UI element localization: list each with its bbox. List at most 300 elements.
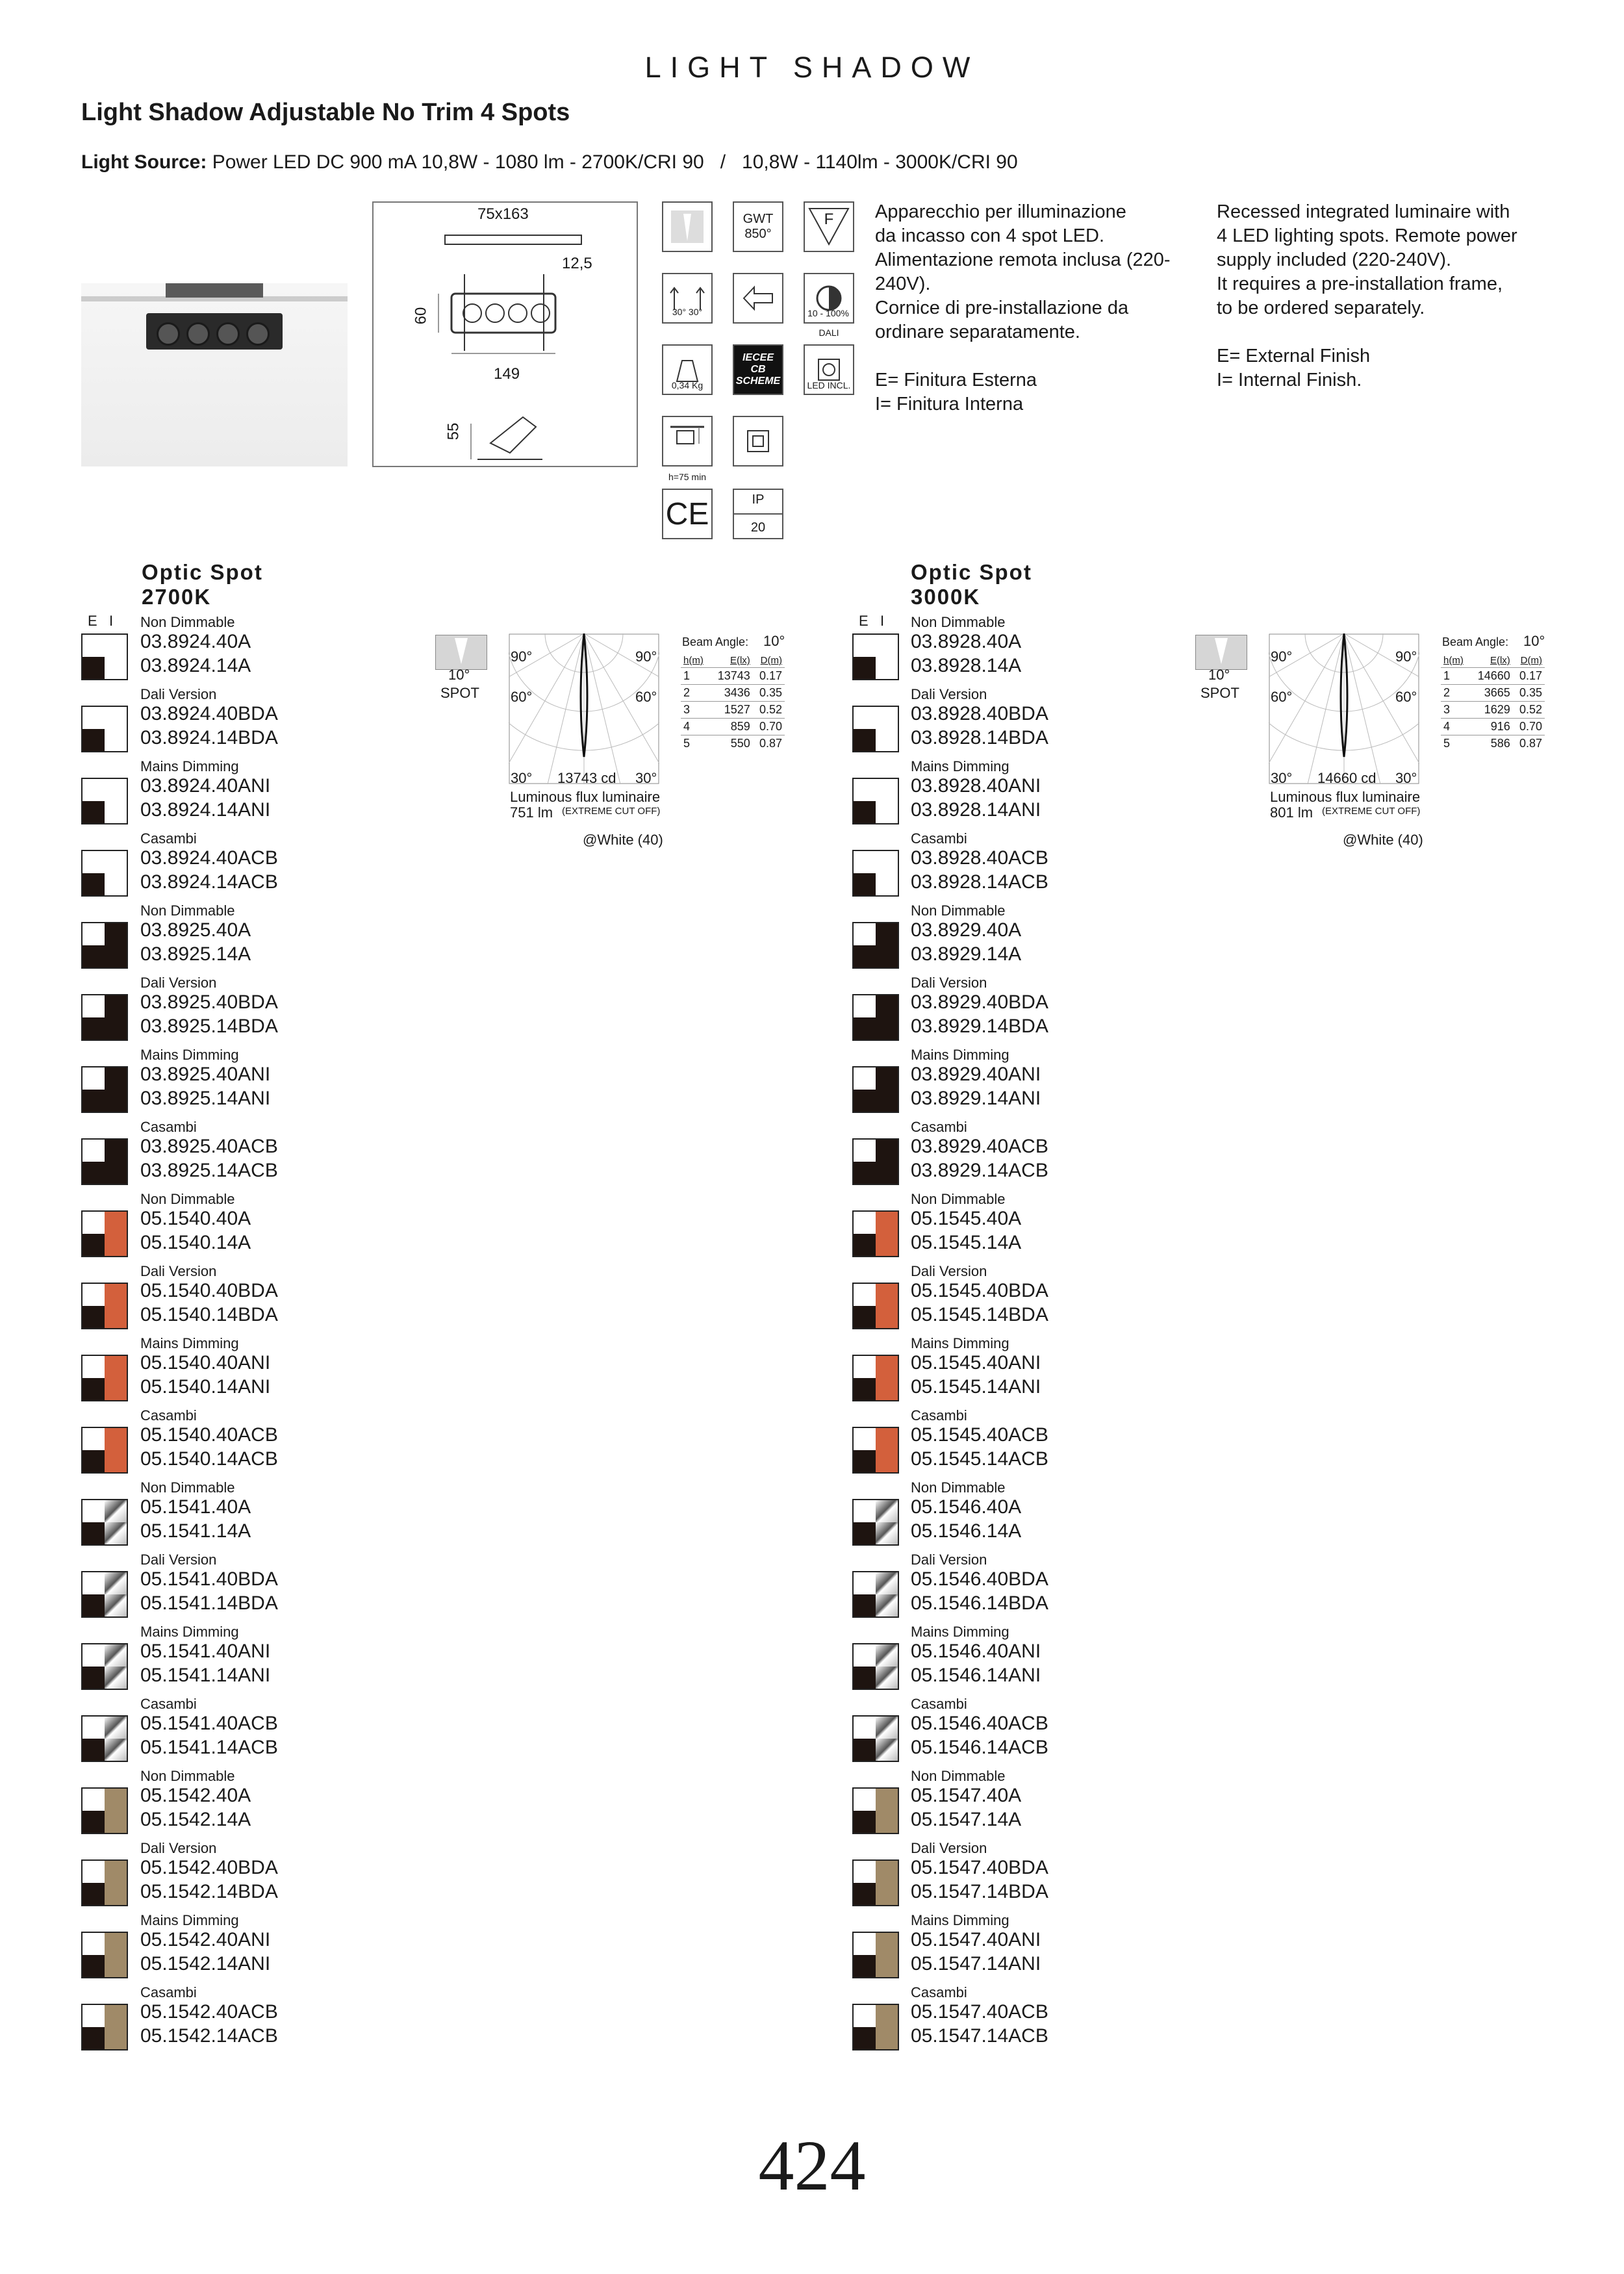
version-label: Non Dimmable	[911, 902, 1006, 919]
swatch-quadrant	[82, 1717, 105, 1739]
version-label: Casambi	[911, 830, 967, 847]
version-label: Casambi	[911, 1984, 967, 2000]
swatch-quadrant	[876, 2027, 898, 2049]
spot-label: SPOT	[1200, 685, 1239, 701]
finish-swatch	[852, 1499, 899, 1546]
swatch-quadrant	[82, 1572, 105, 1594]
version-label: Casambi	[911, 1696, 967, 1712]
swatch-quadrant	[854, 1861, 876, 1883]
swatch-quadrant	[876, 729, 898, 751]
version-label: Dali Version	[140, 975, 217, 991]
swatch-quadrant	[876, 1861, 898, 1883]
beam-table-row	[681, 719, 785, 735]
flux-label: Luminous flux luminaire	[1270, 789, 1421, 805]
finish-swatch	[852, 633, 899, 680]
swatch-quadrant	[854, 995, 876, 1017]
swatch-quadrant	[82, 2027, 105, 2049]
version-label: Dali Version	[911, 1552, 987, 1568]
article-code: 05.1541.40BDA	[140, 1568, 278, 1590]
swatch-quadrant	[854, 779, 876, 801]
article-code: 05.1546.14A	[911, 1520, 1022, 1542]
ce-mark-icon: CE	[662, 489, 713, 539]
article-code: 05.1540.14ACB	[140, 1448, 278, 1470]
finish-swatch	[852, 2004, 899, 2050]
swatch-quadrant	[854, 1572, 876, 1594]
swatch-quadrant	[105, 1234, 127, 1256]
swatch-quadrant	[82, 1861, 105, 1883]
version-label: Non Dimmable	[140, 1479, 235, 1496]
dim-side: 55	[444, 422, 463, 441]
article-code: 03.8928.14BDA	[911, 727, 1048, 748]
swatch-quadrant	[82, 635, 105, 657]
swatch-quadrant	[105, 635, 127, 657]
swatch-quadrant	[876, 1717, 898, 1739]
swatch-quadrant	[82, 1811, 105, 1833]
column-title-3000k: Optic Spot 3000K	[911, 560, 1032, 609]
swatch-quadrant	[854, 1017, 876, 1040]
square-mount-icon	[733, 416, 783, 466]
beam-table-row	[1441, 668, 1545, 685]
finish-swatch	[81, 2004, 128, 2050]
beam-angle-label: Beam Angle:	[1442, 635, 1509, 648]
swatch-quadrant	[876, 657, 898, 679]
swatch-quadrant	[82, 1450, 105, 1472]
swatch-quadrant	[854, 1717, 876, 1739]
article-code: 03.8929.14ACB	[911, 1160, 1048, 1181]
article-code: 05.1542.40A	[140, 1785, 251, 1806]
beam-table-row	[681, 702, 785, 719]
swatch-quadrant	[876, 873, 898, 895]
swatch-quadrant	[82, 2005, 105, 2027]
beam-table-cell: 0.17	[753, 668, 785, 685]
article-code: 03.8928.40ANI	[911, 775, 1041, 797]
swatch-quadrant	[854, 1739, 876, 1761]
article-code: 05.1541.40A	[140, 1496, 251, 1518]
version-label: Non Dimmable	[911, 1768, 1006, 1784]
beam-table-cell: 916	[1469, 719, 1512, 735]
beam-table-row	[1441, 702, 1545, 719]
article-code: 05.1547.40ANI	[911, 1929, 1041, 1950]
swatch-quadrant	[105, 1955, 127, 1977]
finish-swatch	[852, 850, 899, 897]
column-title-2700k: Optic Spot 2700K	[142, 560, 263, 609]
version-label: Dali Version	[911, 686, 987, 702]
swatch-quadrant	[82, 1522, 105, 1544]
polar-label-30-left: 30°	[511, 770, 533, 786]
f-mark-label: F	[824, 211, 834, 228]
beam-table-row	[1441, 735, 1545, 752]
beam-table-cell: 3	[681, 702, 709, 719]
version-label: Dali Version	[140, 1840, 217, 1856]
article-code: 05.1545.14A	[911, 1232, 1022, 1253]
article-code: 03.8928.14A	[911, 655, 1022, 676]
swatch-quadrant	[876, 1667, 898, 1689]
article-code: 03.8929.14ANI	[911, 1088, 1041, 1109]
ei-header-2700k: E I	[88, 613, 114, 629]
article-code: 05.1542.14ANI	[140, 1953, 271, 1974]
swatch-quadrant	[854, 923, 876, 945]
version-label: Non Dimmable	[911, 614, 1006, 630]
version-label: Mains Dimming	[140, 1912, 239, 1928]
swatch-quadrant	[876, 707, 898, 729]
article-code: 05.1547.14ANI	[911, 1953, 1041, 1974]
swatch-quadrant	[82, 1356, 105, 1378]
swatch-quadrant	[854, 729, 876, 751]
swatch-quadrant	[105, 851, 127, 873]
finish-swatch	[81, 1932, 128, 1978]
article-code: 03.8925.14ACB	[140, 1160, 278, 1181]
swatch-quadrant	[854, 2027, 876, 2049]
version-label: Dali Version	[140, 1263, 217, 1279]
swatch-quadrant	[82, 1594, 105, 1616]
swatch-quadrant	[876, 1811, 898, 1833]
finish-swatch	[81, 1066, 128, 1113]
swatch-quadrant	[854, 1162, 876, 1184]
swatch-quadrant	[854, 945, 876, 967]
swatch-quadrant	[82, 1500, 105, 1522]
swatch-quadrant	[82, 1234, 105, 1256]
polar-label-60-left: 60°	[1271, 689, 1293, 705]
swatch-quadrant	[876, 1500, 898, 1522]
beam-table-cell: 1629	[1469, 702, 1512, 719]
version-label: Dali Version	[911, 975, 987, 991]
beam-angle-value: 10°	[1523, 633, 1545, 649]
swatch-quadrant	[82, 729, 105, 751]
iecee-logo: IECEE CB SCHEME	[733, 344, 783, 395]
page-number: 424	[758, 2126, 866, 2205]
finish-swatch	[852, 1427, 899, 1474]
swatch-quadrant	[854, 1428, 876, 1450]
swatch-quadrant	[105, 1306, 127, 1328]
swatch-quadrant	[82, 1428, 105, 1450]
version-label: Dali Version	[911, 1263, 987, 1279]
article-code: 05.1541.14ACB	[140, 1737, 278, 1758]
beam-table-cell: 14660	[1469, 668, 1512, 685]
beam-table-cell: 0.35	[753, 685, 785, 702]
version-label: Mains Dimming	[911, 1047, 1009, 1063]
swatch-quadrant	[82, 995, 105, 1017]
light-source-label: Light Source:	[81, 151, 207, 173]
article-code: 05.1541.40ACB	[140, 1713, 278, 1734]
swatch-quadrant	[876, 2005, 898, 2027]
finish-swatch	[81, 633, 128, 680]
cutoff-note: (EXTREME CUT OFF)	[562, 806, 661, 817]
swatch-quadrant	[82, 945, 105, 967]
swatch-quadrant	[105, 1212, 127, 1234]
article-code: 05.1540.40ANI	[140, 1352, 271, 1373]
swatch-quadrant	[876, 1162, 898, 1184]
swatch-quadrant	[105, 923, 127, 945]
swatch-quadrant	[854, 2005, 876, 2027]
center-cd: 13743 cd	[557, 770, 616, 786]
article-code: 03.8924.40ANI	[140, 775, 271, 797]
swatch-quadrant	[82, 1883, 105, 1905]
technical-drawing	[372, 201, 638, 467]
finish-swatch	[81, 994, 128, 1041]
swatch-quadrant	[876, 923, 898, 945]
finish-swatch	[81, 1499, 128, 1546]
swatch-quadrant	[82, 1140, 105, 1162]
beam-table-cell: 1	[1441, 668, 1469, 685]
beam-angle-value: 10°	[763, 633, 785, 649]
swatch-quadrant	[876, 1284, 898, 1306]
article-code: 05.1547.40A	[911, 1785, 1022, 1806]
swatch-quadrant	[105, 1450, 127, 1472]
article-code: 05.1546.40ANI	[911, 1641, 1041, 1662]
swatch-quadrant	[876, 1955, 898, 1977]
beam-table-row	[681, 735, 785, 752]
version-label: Mains Dimming	[140, 1624, 239, 1640]
version-label: Mains Dimming	[911, 1335, 1009, 1351]
article-code: 05.1545.40A	[911, 1208, 1022, 1229]
finish-swatch	[852, 1859, 899, 1906]
beam-table-cell: 550	[709, 735, 752, 752]
beam-table-cell: 5	[1441, 735, 1469, 752]
article-code: 03.8924.14ACB	[140, 871, 278, 893]
swatch-quadrant	[105, 1717, 127, 1739]
beam-table-cell: 0.70	[753, 719, 785, 735]
flux-value: 751 lm	[510, 804, 553, 821]
swatch-quadrant	[105, 1667, 127, 1689]
finish-swatch	[852, 1787, 899, 1834]
article-code: 03.8929.14BDA	[911, 1016, 1048, 1037]
swatch-quadrant	[82, 1067, 105, 1090]
beam-table-header-cell: h(m)	[683, 655, 704, 666]
spot-degree: 10°	[448, 667, 470, 683]
article-code: 03.8924.40BDA	[140, 703, 278, 724]
article-code: 05.1542.14A	[140, 1809, 251, 1830]
swatch-quadrant	[876, 995, 898, 1017]
swatch-quadrant	[854, 1667, 876, 1689]
version-label: Mains Dimming	[140, 758, 239, 774]
beam-table-header-cell: D(m)	[760, 655, 782, 666]
version-label: Non Dimmable	[140, 1768, 235, 1784]
swatch-quadrant	[82, 1378, 105, 1400]
article-code: 05.1547.14BDA	[911, 1881, 1048, 1902]
finish-swatch	[81, 1355, 128, 1401]
spot-degree: 10°	[1208, 667, 1230, 683]
swatch-quadrant	[105, 995, 127, 1017]
swatch-quadrant	[854, 1284, 876, 1306]
swatch-quadrant	[105, 873, 127, 895]
finish-swatch	[81, 1283, 128, 1329]
finish-swatch	[81, 922, 128, 969]
finish-swatch	[81, 1787, 128, 1834]
swatch-quadrant	[876, 779, 898, 801]
tilt-label: 30° 30°	[672, 307, 703, 317]
beam-table-cell: 3665	[1469, 685, 1512, 702]
swatch-quadrant	[105, 2005, 127, 2027]
dim-range-label: 10 - 100%	[807, 308, 849, 318]
swatch-quadrant	[105, 1572, 127, 1594]
swatch-quadrant	[105, 1522, 127, 1544]
swatch-quadrant	[854, 1356, 876, 1378]
swatch-quadrant	[105, 1739, 127, 1761]
finish-swatch	[852, 1571, 899, 1618]
polar-label-60-left: 60°	[511, 689, 533, 705]
drawing-lines	[374, 203, 637, 466]
beam-table-header	[681, 654, 785, 668]
dim-width: 149	[494, 365, 520, 383]
version-label: Casambi	[911, 1407, 967, 1424]
swatch-quadrant	[854, 1522, 876, 1544]
beam-table-cell: 859	[709, 719, 752, 735]
swatch-quadrant	[876, 1212, 898, 1234]
swatch-quadrant	[854, 707, 876, 729]
spot-label: SPOT	[440, 685, 479, 701]
version-label: Mains Dimming	[911, 1912, 1009, 1928]
swatch-quadrant	[82, 1090, 105, 1112]
swatch-quadrant	[854, 801, 876, 823]
swatch-quadrant	[854, 1234, 876, 1256]
swatch-quadrant	[854, 1811, 876, 1833]
beam-angle-label: Beam Angle:	[682, 635, 749, 648]
swatch-quadrant	[105, 2027, 127, 2049]
polar-label-30-left: 30°	[1271, 770, 1293, 786]
article-code: 03.8925.14A	[140, 943, 251, 965]
article-code: 05.1547.40BDA	[911, 1857, 1048, 1878]
article-code: 03.8928.40BDA	[911, 703, 1048, 724]
swatch-quadrant	[82, 1162, 105, 1184]
article-code: 03.8925.14ANI	[140, 1088, 271, 1109]
version-label: Mains Dimming	[140, 1047, 239, 1063]
swatch-quadrant	[82, 1955, 105, 1977]
white-note: @White (40)	[1343, 832, 1423, 848]
swatch-quadrant	[82, 657, 105, 679]
beam-table-cell: 2	[681, 685, 709, 702]
beam-table-cell: 4	[681, 719, 709, 735]
polar-label-30-right: 30°	[635, 770, 657, 786]
ei-header-3000k: E I	[859, 613, 885, 629]
beam-table-header-cell: E(lx)	[730, 655, 750, 666]
swatch-quadrant	[876, 801, 898, 823]
swatch-quadrant	[82, 1933, 105, 1955]
polar-label-60-right: 60°	[1395, 689, 1417, 705]
article-code: 05.1540.14A	[140, 1232, 251, 1253]
version-label: Casambi	[140, 1407, 197, 1424]
swatch-quadrant	[105, 1428, 127, 1450]
article-code: 03.8925.40ANI	[140, 1064, 271, 1085]
swatch-quadrant	[854, 1594, 876, 1616]
swatch-quadrant	[82, 851, 105, 873]
cutoff-note: (EXTREME CUT OFF)	[1322, 806, 1421, 817]
product-title: Light Shadow Adjustable No Trim 4 Spots	[81, 99, 570, 126]
article-code: 05.1542.14BDA	[140, 1881, 278, 1902]
swatch-quadrant	[876, 1306, 898, 1328]
beam-table	[1441, 654, 1545, 752]
beam-table-cell: 0.52	[1513, 702, 1545, 719]
swatch-quadrant	[876, 1428, 898, 1450]
beam-table-cell: 0.17	[1513, 668, 1545, 685]
finish-swatch	[852, 1932, 899, 1978]
gwt-icon: GWT 850°	[733, 201, 783, 252]
swatch-quadrant	[105, 945, 127, 967]
beam-table-cell: 4	[1441, 719, 1469, 735]
article-code: 05.1541.14A	[140, 1520, 251, 1542]
finish-swatch	[852, 1210, 899, 1257]
swatch-quadrant	[82, 801, 105, 823]
article-code: 05.1542.40ANI	[140, 1929, 271, 1950]
swatch-quadrant	[105, 1594, 127, 1616]
swatch-quadrant	[876, 1644, 898, 1667]
finish-swatch	[81, 706, 128, 752]
swatch-quadrant	[854, 1450, 876, 1472]
version-label: Casambi	[140, 1119, 197, 1135]
swatch-quadrant	[854, 657, 876, 679]
beam-table-cell: 586	[1469, 735, 1512, 752]
beam-table-cell: 0.87	[753, 735, 785, 752]
swatch-quadrant	[876, 1140, 898, 1162]
polar-label-90-left: 90°	[1271, 648, 1293, 665]
beam-table-cell: 13743	[709, 668, 752, 685]
swatch-quadrant	[105, 707, 127, 729]
swatch-quadrant	[876, 1789, 898, 1811]
beam-table	[681, 654, 785, 752]
swatch-quadrant	[82, 873, 105, 895]
swatch-quadrant	[105, 1017, 127, 1040]
beam-table-header-cell: h(m)	[1443, 655, 1464, 666]
version-label: Casambi	[911, 1119, 967, 1135]
beam-table-cell: 0.35	[1513, 685, 1545, 702]
swatch-quadrant	[82, 923, 105, 945]
beam-table-cell: 0.52	[753, 702, 785, 719]
article-code: 03.8929.40ANI	[911, 1064, 1041, 1085]
finish-swatch	[852, 1066, 899, 1113]
swatch-quadrant	[82, 707, 105, 729]
swatch-quadrant	[876, 1378, 898, 1400]
version-label: Non Dimmable	[140, 902, 235, 919]
polar-label-30-right: 30°	[1395, 770, 1417, 786]
finish-swatch	[81, 1571, 128, 1618]
dim-height: 60	[412, 307, 430, 325]
article-code: 03.8929.40ACB	[911, 1136, 1048, 1157]
beam-table-cell: 0.70	[1513, 719, 1545, 735]
finish-swatch	[852, 1715, 899, 1762]
finish-swatch	[852, 706, 899, 752]
beam-table-header-cell: E(lx)	[1490, 655, 1510, 666]
swatch-quadrant	[876, 1572, 898, 1594]
article-code: 05.1547.14A	[911, 1809, 1022, 1830]
ip-value: 20	[750, 520, 766, 535]
polar-label-90-right: 90°	[1395, 648, 1417, 665]
article-code: 03.8929.40BDA	[911, 991, 1048, 1013]
swatch-quadrant	[105, 1500, 127, 1522]
swatch-quadrant	[876, 635, 898, 657]
swatch-quadrant	[854, 1789, 876, 1811]
article-code: 03.8928.14ACB	[911, 871, 1048, 893]
hmin-label: h=75 min	[668, 472, 706, 482]
light-source	[81, 151, 1018, 173]
beam-table-cell: 5	[681, 735, 709, 752]
version-label: Dali Version	[911, 1840, 987, 1856]
version-label: Non Dimmable	[911, 1479, 1006, 1496]
product-photo	[81, 283, 348, 466]
swatch-quadrant	[105, 1090, 127, 1112]
swatch-quadrant	[854, 1212, 876, 1234]
article-code: 05.1542.14ACB	[140, 2025, 278, 2047]
swatch-quadrant	[105, 1933, 127, 1955]
dim-depth: 12,5	[562, 255, 592, 272]
swatch-quadrant	[105, 1067, 127, 1090]
version-label: Dali Version	[140, 686, 217, 702]
led-incl-label: LED INCL.	[807, 380, 851, 390]
finish-swatch	[81, 1138, 128, 1185]
article-code: 03.8929.40A	[911, 919, 1022, 941]
description-english: Recessed integrated luminaire with 4 LED lighting spots. Remote power supply included (220-240V). It requires a pre-installation frame, to be ordered separately. E= External Finish I= Internal Finish.	[1217, 201, 1517, 390]
swatch-quadrant	[876, 1933, 898, 1955]
article-code: 05.1541.40ANI	[140, 1641, 271, 1662]
swatch-quadrant	[876, 945, 898, 967]
